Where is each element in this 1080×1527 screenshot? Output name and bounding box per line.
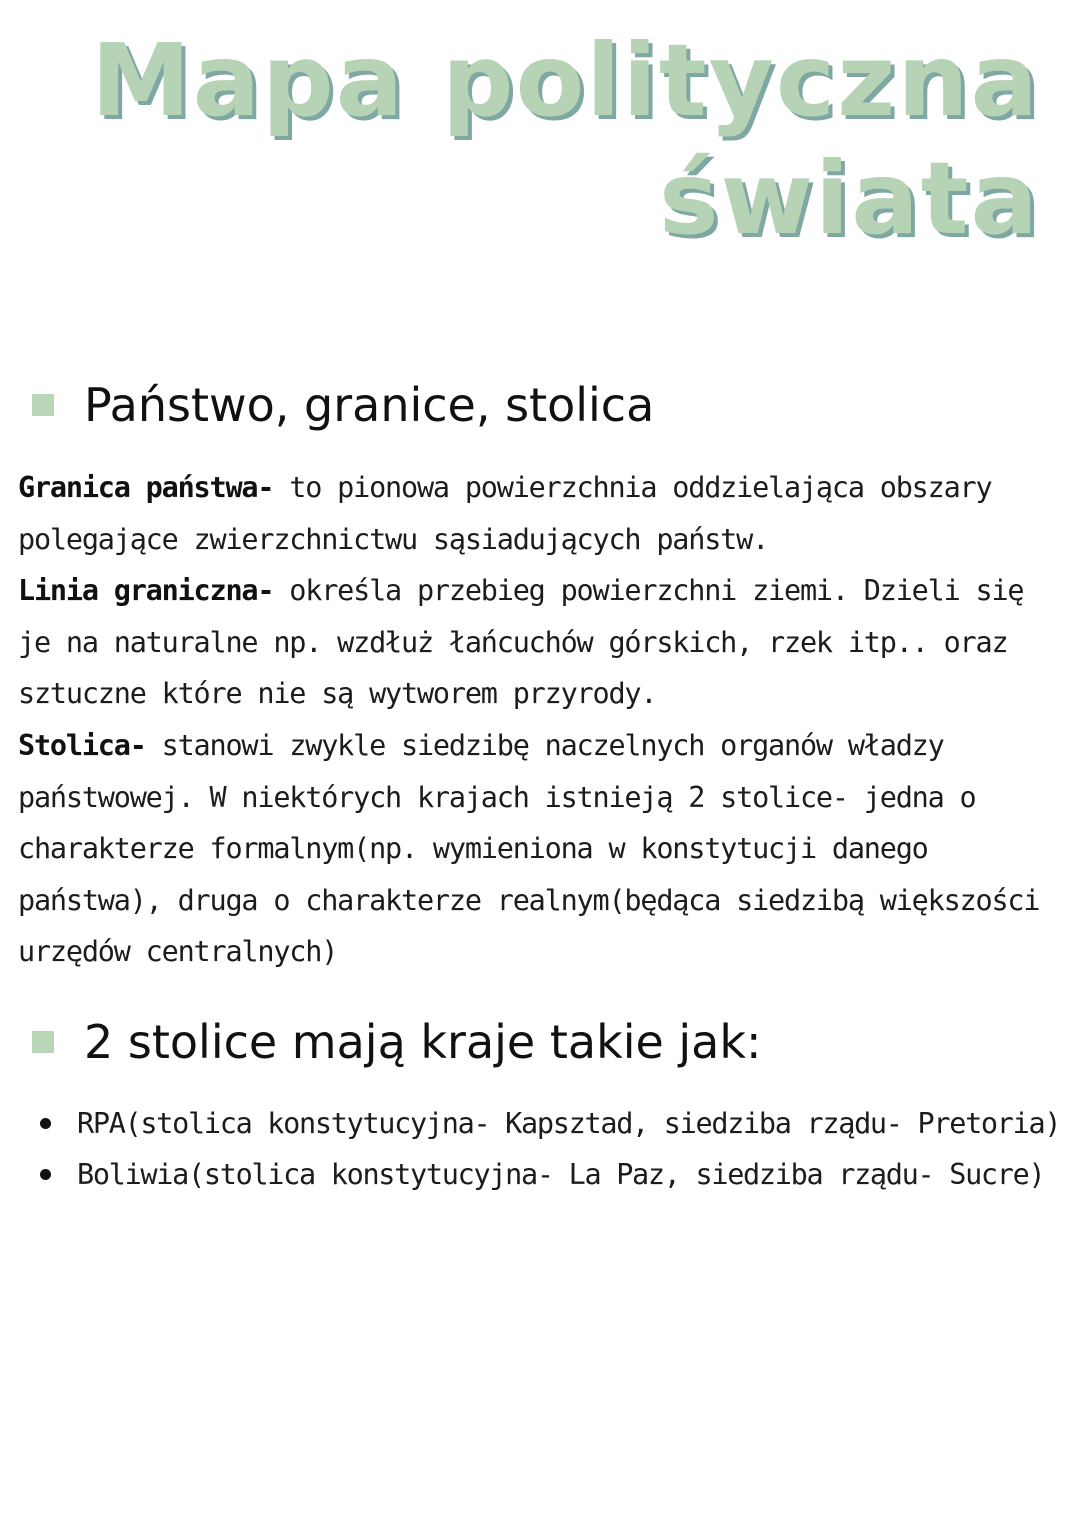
- definition-border: [18, 462, 1068, 565]
- definition-term: Granica państwa-: [18, 471, 274, 504]
- definition-text: stanowi zwykle siedzibę naczelnych organów władzy państwowej. W niektórych krajach istnieją 2 stolice- jedna o charakterze formalnym(np. wymieniona w konstytucji danego państwa), druga o charakterze realnym(będąca siedzibą większości urzędów centralnych): [18, 728, 1040, 969]
- list-item: [40, 1098, 1060, 1149]
- definition-border-line: [18, 565, 1068, 720]
- section-heading-borders: [32, 378, 654, 432]
- definition-capital: [18, 720, 1068, 978]
- list-item-text: Boliwia(stolica konstytucyjna- La Paz, siedziba rządu- Sucre): [77, 1158, 1045, 1191]
- list-item-text: RPA(stolica konstytucyjna- Kapsztad, siedziba rządu- Pretoria): [77, 1107, 1061, 1140]
- countries-list: [40, 1098, 1060, 1200]
- definition-text: określa przebieg powierzchni ziemi. Dzieli się je na naturalne np. wzdłuż łańcuchów górskich, rzek itp.. oraz sztuczne które nie są wytworem przyrody.: [18, 574, 1024, 711]
- bullet-dot-icon: [40, 1169, 51, 1180]
- heading-bullet-square-icon: [32, 1031, 54, 1053]
- section-heading-text: Państwo, granice, stolica: [84, 378, 655, 432]
- section-heading-two-capitals: [32, 1015, 762, 1069]
- title-line-1: Mapa polityczna: [91, 22, 1040, 139]
- title-line-2: świata: [659, 140, 1040, 257]
- definitions-block: [18, 462, 1068, 978]
- definition-text: to pionowa powierzchnia oddzielająca obszary polegające zwierzchnictwu sąsiadujących państw.: [18, 471, 992, 556]
- definition-term: Linia graniczna-: [18, 574, 274, 608]
- list-item: [40, 1149, 1060, 1200]
- section-heading-text: 2 stolice mają kraje takie jak:: [84, 1015, 762, 1069]
- bullet-dot-icon: [40, 1118, 51, 1129]
- definition-term: Stolica-: [18, 728, 146, 762]
- page-title: [91, 22, 1040, 258]
- heading-bullet-square-icon: [32, 394, 54, 416]
